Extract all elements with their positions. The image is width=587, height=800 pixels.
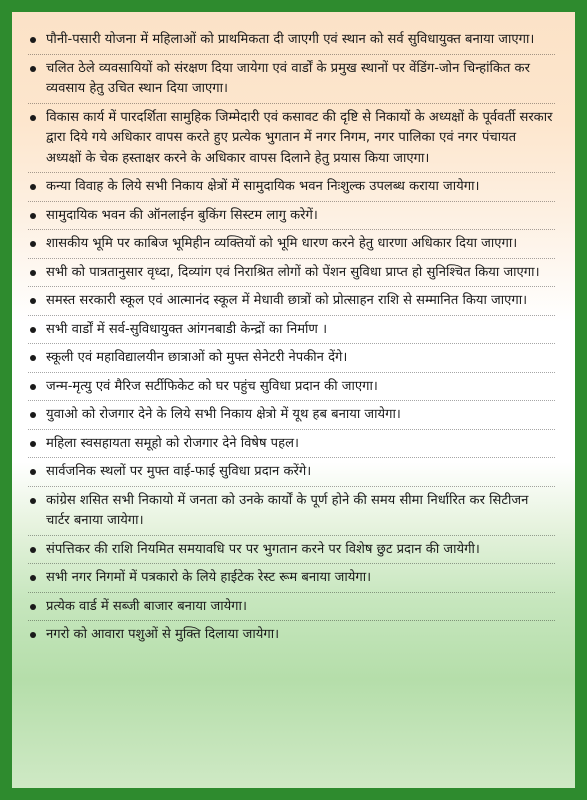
bullet-icon: [30, 115, 36, 121]
bullet-icon: [30, 355, 36, 361]
list-item-text: सभी को पात्रतानुसार वृध्दा, दिव्यांग एवं निराश्रित लोगों को पेंशन सुविधा प्राप्त हो सुनिश्चित किया जाएगा।: [46, 264, 540, 280]
bullet-icon: [30, 213, 36, 219]
divider: [28, 172, 555, 174]
bullet-icon: [30, 270, 36, 276]
list-item-text: स्कूली एवं महाविद्यालयीन छात्राओं को मुफ्त सेनेटरी नेपकीन देंगे।: [46, 350, 348, 365]
divider: [28, 372, 555, 374]
list-item: [28, 234, 555, 260]
list-item: [28, 540, 555, 566]
list-item-text: चलित ठेले व्यवसायियों को संरक्षण दिया जायेगा एवं वार्डों के प्रमुख स्थानों पर वेंडिंग-जोन चिन्हांकित कर व्यवसाय हेतु उचित स्थान दिया जाएगा।: [46, 60, 530, 96]
bullet-icon: [30, 184, 36, 190]
bullet-icon: [30, 241, 36, 247]
divider: [28, 429, 555, 431]
list-item-text: सभी वार्डों में सर्व-सुविधायुक्त आंगनबाडी केन्द्रों का निर्माण ।: [46, 321, 328, 337]
bullet-icon: [30, 66, 36, 72]
bullet-icon: [30, 547, 36, 553]
list-item: [28, 177, 555, 203]
list-item-text: सभी नगर निगमों में पत्रकारो के लिये हाईटेक रेस्ट रूम बनाया जायेगा।: [46, 570, 372, 585]
divider: [28, 103, 555, 105]
bullet-icon: [30, 604, 36, 610]
list-item: [28, 377, 555, 403]
list-item: [28, 263, 555, 289]
list-item: [28, 462, 555, 488]
divider: [28, 54, 555, 56]
list-item-text: महिला स्वसहायता समूहो को रोजगार देने विषेष पहल।: [46, 435, 299, 451]
divider: [28, 286, 555, 288]
bullet-icon: [30, 412, 36, 418]
bullet-icon: [30, 632, 36, 638]
list-item: [28, 206, 555, 232]
bullet-icon: [30, 469, 36, 475]
list-item: [28, 291, 555, 317]
list-item: [28, 568, 555, 594]
list-item-text: कन्या विवाह के लिये सभी निकाय क्षेत्रों में सामुदायिक भवन निःशुल्क उपलब्ध कराया जायेगा।: [46, 179, 480, 194]
divider: [28, 563, 555, 565]
bullet-icon: [30, 298, 36, 304]
divider: [28, 315, 555, 317]
list-item-text: प्रत्येक वार्ड में सब्जी बाजार बनाया जायेगा।: [46, 598, 247, 614]
list-item-text: पौनी-पसारी योजना में महिलाओं को प्राथमिकता दी जाएगी एवं स्थान को सर्व सुविधायुक्त बनाया जाएगा।: [46, 32, 535, 47]
divider: [28, 201, 555, 203]
list-item: [28, 30, 555, 56]
divider: [28, 400, 555, 402]
list-item: [28, 434, 555, 460]
list-item: [28, 491, 555, 537]
divider: [28, 457, 555, 459]
divider: [28, 486, 555, 488]
list-item-text: सामुदायिक भवन की ऑनलाईन बुकिंग सिस्टम लागु करेगें।: [46, 207, 318, 223]
divider: [28, 343, 555, 345]
list-item: [28, 108, 555, 175]
list-item: [28, 320, 555, 346]
bullet-icon: [30, 498, 36, 504]
divider: [28, 535, 555, 537]
divider: [28, 592, 555, 594]
divider: [28, 258, 555, 260]
list-item-text: सार्वजनिक स्थलों पर मुफ्त वाई-फाई सुविधा प्रदान करेंगे।: [46, 464, 312, 479]
list-item-text: जन्म-मृत्यु एवं मैरिज सर्टीफिकेट को घर पहुंच सुविधा प्रदान की जाएगा।: [46, 378, 378, 394]
bullet-icon: [30, 327, 36, 333]
list-item-text: युवाओ को रोजगार देने के लिये सभी निकाय क्षेत्रो में यूथ हब बनाया जायेगा।: [46, 407, 401, 422]
divider: [28, 620, 555, 622]
list-item: [28, 405, 555, 431]
list-item: [28, 348, 555, 374]
list-item-text: समस्त सरकारी स्कूल एवं आत्मानंद स्कूल में मेधावी छात्रों को प्रोत्साहन राशि से सम्मानित किया जाएगा।: [46, 293, 528, 308]
list-item: [28, 597, 555, 623]
bullet-icon: [30, 384, 36, 390]
manifesto-points-list: [12, 12, 575, 646]
bullet-icon: [30, 575, 36, 581]
bullet-icon: [30, 37, 36, 43]
divider: [28, 229, 555, 231]
bullet-icon: [30, 441, 36, 447]
list-item: [28, 625, 555, 646]
list-item-text: कांग्रेस शसित सभी निकायो में जनता को उनके कार्यों के पूर्ण होने की समय सीमा निर्धारित कर सिटीजन चार्टर बनाया जायेगा।: [46, 492, 529, 528]
list-item-text: नगरो को आवारा पशुओं से मुक्ति दिलाया जायेगा।: [46, 627, 280, 642]
list-item: [28, 59, 555, 105]
list-item-text: शासकीय भूमि पर काबिज भूमिहीन व्यक्तियों को भूमि धारण करने हेतु धारणा अधिकार दिया जाएगा।: [46, 236, 518, 251]
manifesto-sheet: [12, 12, 575, 788]
list-item-text: संपत्तिकर की राशि नियमित समयावधि पर पर भुगतान करने पर विशेष छुट प्रदान की जायेगी।: [46, 541, 480, 557]
list-item-text: विकास कार्य में पारदर्शिता सामुहिक जिम्मेदारी एवं कसावट की दृष्टि से निकायों के अध्यक्षों के पूर्ववर्ती सरकार द्वारा दिये गये अधिकार वापस करते हुए प्रत्येक भुगतान में नगर निगम, नगर पालिका एवं नगर पंचायत अध्यक्षों के चेक हस्ताक्षर करने के अधिकार वापस दिलाने हेतु प्रयास किया जाएगा।: [46, 109, 553, 166]
